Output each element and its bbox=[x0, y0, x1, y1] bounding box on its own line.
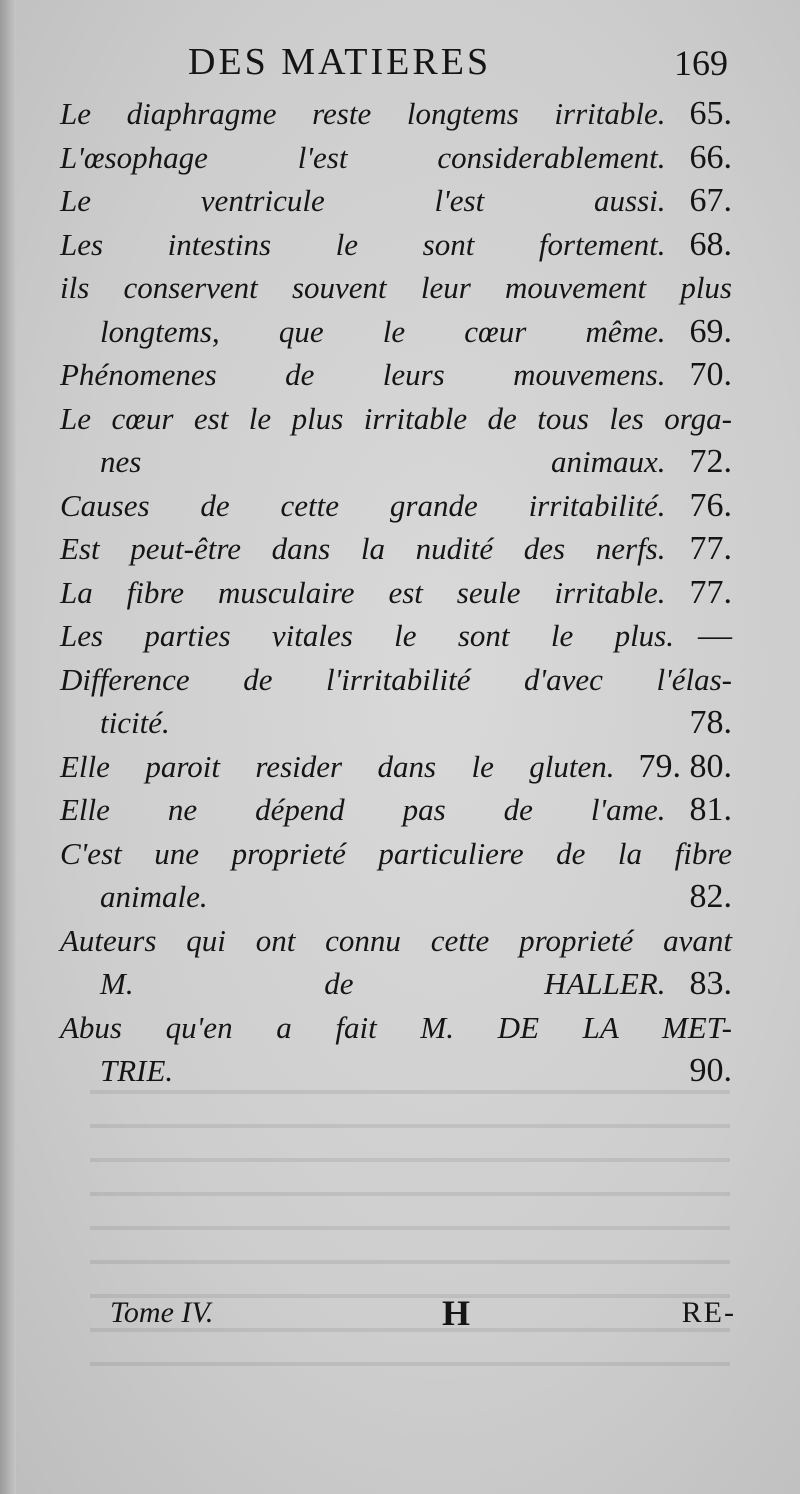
entry-page-ref: 67. bbox=[689, 182, 732, 219]
entry-page-ref: 66. bbox=[689, 138, 732, 176]
signature-mark: H bbox=[442, 1293, 471, 1333]
entry-page-ref: 77. bbox=[689, 573, 732, 611]
entry-line bbox=[60, 788, 732, 832]
index-entries bbox=[60, 92, 732, 1093]
entry-line bbox=[60, 266, 732, 310]
index-entry bbox=[60, 397, 732, 484]
entry-page-ref: 65. bbox=[689, 95, 732, 132]
index-entry bbox=[60, 266, 732, 353]
entry-line bbox=[60, 1006, 732, 1050]
entry-page-ref: 79. 80. bbox=[638, 747, 732, 785]
entry-page-ref: 82. bbox=[689, 878, 732, 915]
entry-text: TRIE. bbox=[100, 1053, 174, 1088]
entry-text: Le cœur est le plus irritable de tous les orga- bbox=[60, 400, 732, 436]
entry-text: ils conservent souvent leur mouvement plus bbox=[60, 270, 732, 305]
entry-text: longtems, que le cœur même. bbox=[100, 313, 666, 349]
index-entry bbox=[60, 527, 732, 571]
page-header bbox=[60, 40, 730, 90]
entry-page-ref: 68. bbox=[689, 225, 732, 263]
entry-text: Phénomenes de leurs mouvemens. bbox=[60, 357, 666, 392]
page-footer bbox=[110, 1293, 736, 1346]
index-entry bbox=[60, 92, 732, 136]
entry-line bbox=[60, 353, 732, 397]
entry-text: Difference de l'irritabilité d'avec l'élas- bbox=[60, 661, 732, 697]
entry-text: Elle paroit resider dans le gluten. bbox=[60, 748, 615, 784]
entry-continuation-line bbox=[60, 962, 732, 1006]
entry-page-ref: 77. bbox=[689, 530, 732, 567]
entry-text: animale. bbox=[100, 879, 208, 914]
entry-page-ref: 78. bbox=[689, 704, 732, 741]
entry-text: Auteurs qui ont connu cette proprieté avant bbox=[60, 922, 732, 958]
entry-line bbox=[60, 397, 732, 441]
index-entry bbox=[60, 353, 732, 397]
entry-text: Elle ne dépend pas de l'ame. bbox=[60, 792, 666, 827]
entry-page-ref: 90. bbox=[689, 1052, 732, 1089]
page-number: 169 bbox=[674, 43, 728, 83]
index-entry bbox=[60, 832, 732, 919]
entry-text: M. de HALLER. bbox=[100, 966, 666, 1001]
volume-label: Tome IV. bbox=[110, 1296, 214, 1329]
entry-line bbox=[60, 223, 732, 267]
index-entry bbox=[60, 788, 732, 832]
entry-text: Causes de cette grande irritabilité. bbox=[60, 487, 666, 523]
entry-text: La fibre musculaire est seule irritable. bbox=[60, 574, 666, 610]
entry-page-ref: — bbox=[698, 617, 732, 654]
entry-line bbox=[60, 745, 732, 789]
entry-continuation-line bbox=[60, 310, 732, 354]
index-entry bbox=[60, 136, 732, 180]
entry-text: nes animaux. bbox=[100, 444, 666, 479]
entry-text: Les parties vitales le sont le plus. bbox=[60, 618, 674, 653]
page-gutter bbox=[0, 0, 16, 1494]
entry-text: L'œsophage l'est considerablement. bbox=[60, 139, 666, 175]
entry-line bbox=[60, 571, 732, 615]
entry-line bbox=[60, 919, 732, 963]
entry-line bbox=[60, 614, 732, 658]
entry-page-ref: 81. bbox=[689, 791, 732, 828]
entry-line bbox=[60, 527, 732, 571]
entry-page-ref: 83. bbox=[689, 965, 732, 1002]
index-entry bbox=[60, 179, 732, 223]
index-entry bbox=[60, 658, 732, 745]
entry-line bbox=[60, 136, 732, 180]
index-entry bbox=[60, 745, 732, 789]
entry-text: Les intestins le sont fortement. bbox=[60, 226, 666, 262]
running-title: DES MATIERES bbox=[188, 41, 492, 83]
entry-page-ref: 69. bbox=[689, 312, 732, 350]
entry-text: Est peut-être dans la nudité des nerfs. bbox=[60, 531, 666, 566]
entry-text: C'est une proprieté particuliere de la fibre bbox=[60, 835, 732, 871]
entry-text: Le diaphragme reste longtems irritable. bbox=[60, 96, 666, 131]
entry-text: Abus qu'en a fait M. DE LA MET- bbox=[60, 1009, 732, 1045]
entry-line bbox=[60, 179, 732, 223]
entry-continuation-line bbox=[60, 701, 732, 745]
entry-line bbox=[60, 658, 732, 702]
catchword: RE- bbox=[681, 1296, 736, 1329]
entry-line bbox=[60, 832, 732, 876]
index-entry bbox=[60, 1006, 732, 1093]
entry-line bbox=[60, 92, 732, 136]
entry-continuation-line bbox=[60, 875, 732, 919]
entry-text: ticité. bbox=[100, 705, 170, 740]
entry-text: Le ventricule l'est aussi. bbox=[60, 183, 666, 218]
entry-page-ref: 76. bbox=[689, 486, 732, 524]
entry-continuation-line bbox=[60, 440, 732, 484]
index-entry bbox=[60, 484, 732, 528]
index-entry bbox=[60, 614, 732, 658]
index-entry bbox=[60, 223, 732, 267]
entry-page-ref: 72. bbox=[689, 443, 732, 480]
entry-line bbox=[60, 484, 732, 528]
entry-page-ref: 70. bbox=[689, 356, 732, 393]
index-entry bbox=[60, 571, 732, 615]
entry-continuation-line bbox=[60, 1049, 732, 1093]
index-entry bbox=[60, 919, 732, 1006]
